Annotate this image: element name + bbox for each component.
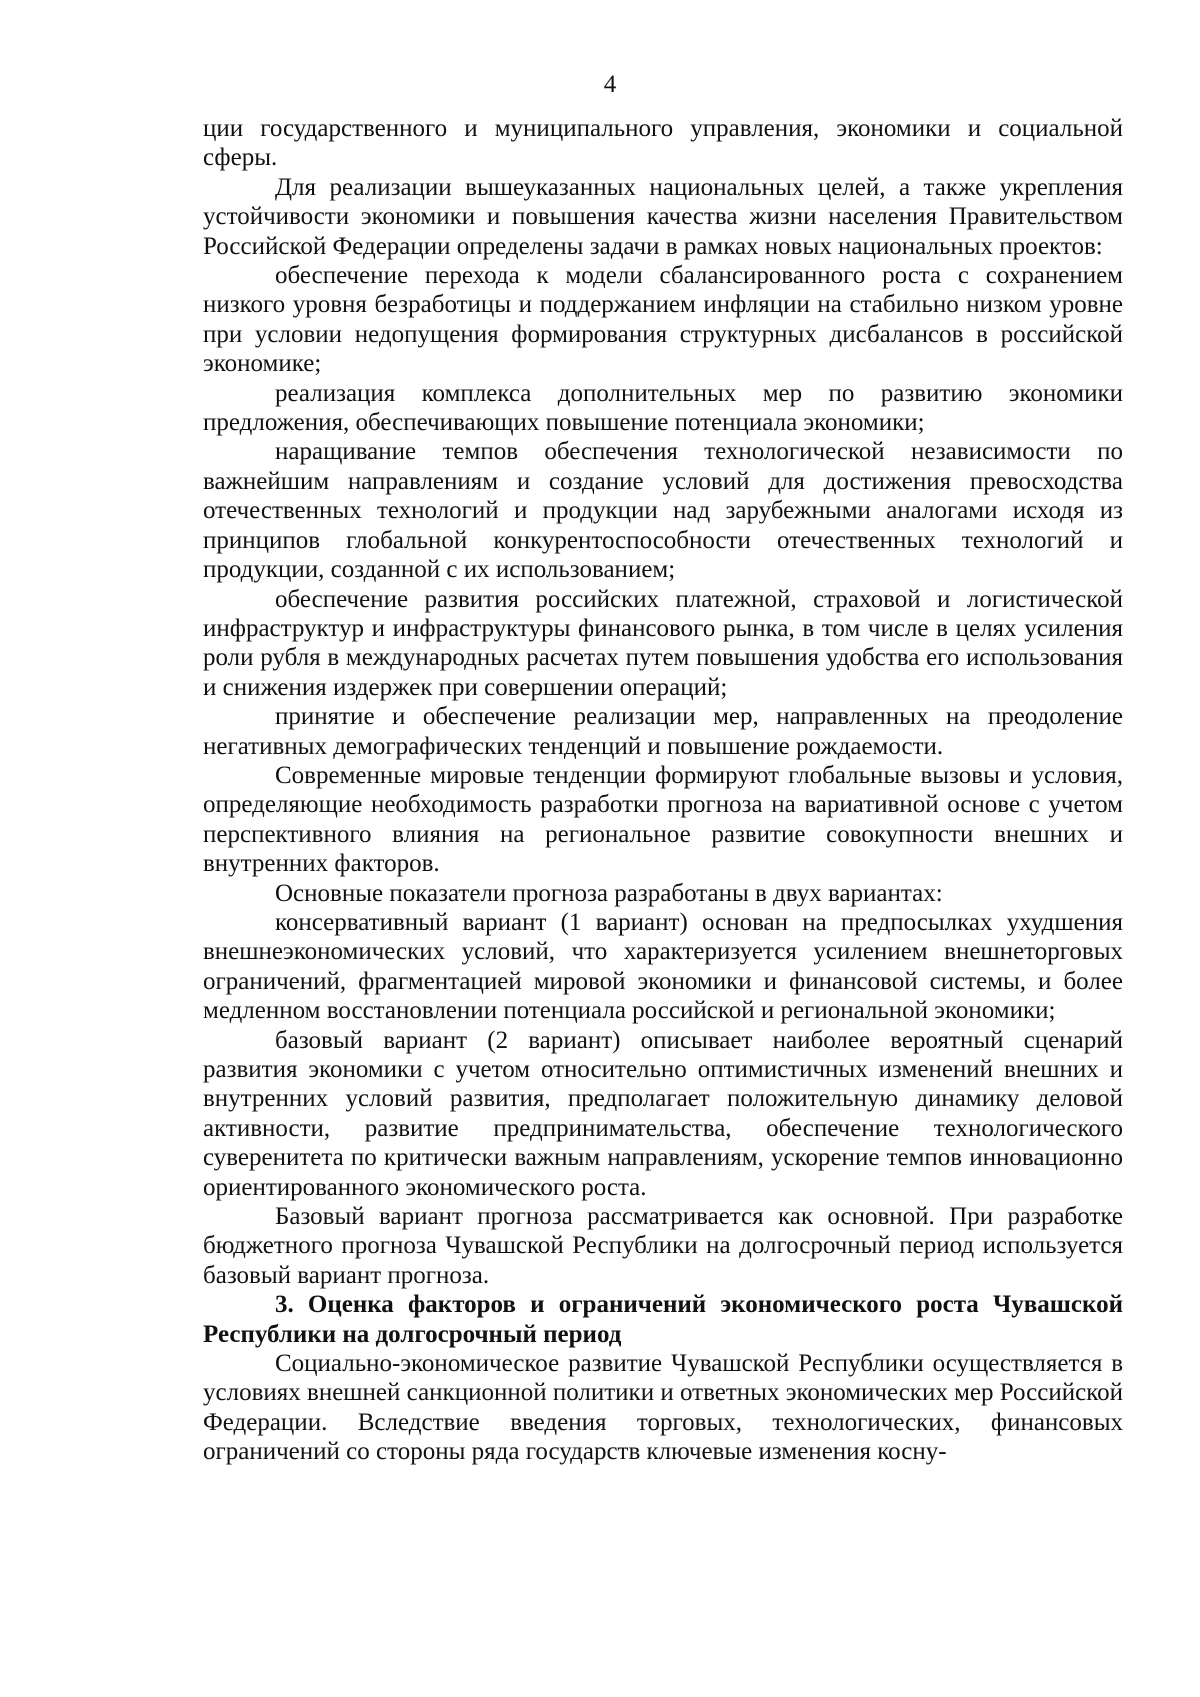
list-item-demography: принятие и обеспечение реализации мер, направленных на преодоление негативных демографических тенденций и повышение рождаемости.	[203, 703, 1123, 760]
list-item-conservative-variant: консервативный вариант (1 вариант) основан на предпосылках ухудшения внешнеэкономических условий, что характеризуется усилением внешнеторговых ограничений, фрагментацией мировой экономики и финансовой системы, и более медленном восстановлении потенциала российской и региональной экономики;	[203, 908, 1123, 1025]
list-item-base-variant: базовый вариант (2 вариант) описывает наиболее вероятный сценарий развития экономики с учетом относительно оптимистичных изменений внешних и внутренних условий развития, предполагает положительную динамику деловой активности, развитие предпринимательства, обеспечение технологического суверенитета по критически важным направлениям, ускорение темпов инновационно ориентированного экономического роста.	[203, 1026, 1123, 1201]
list-item-balanced-growth: обеспечение перехода к модели сбалансированного роста с сохранением низкого уровня безработицы и поддержанием инфляции на стабильно низком уровне при условии недопущения формирования структурных дисбалансов в российской экономике;	[203, 262, 1123, 378]
section-heading: 3. Оценка факторов и ограничений экономического роста Чувашской Республики на долгосрочный период	[203, 1291, 1123, 1348]
list-item-payment-infrastructure: обеспечение развития российских платежной, страховой и логистической инфраструктур и инфраструктуры финансового рынка, в том числе в целях усиления роли рубля в международных расчетах путем повышения удобства его использования и снижения издержек при совершении операций;	[203, 585, 1123, 701]
list-item-tech-independence: наращивание темпов обеспечения технологической независимости по важнейшим направлениям и создание условий для достижения превосходства отечественных технологий и продукции над зарубежными аналогами исходя из принципов глобальной конкурентоспособности отечественных технологий и продукции, созданной с их использованием;	[203, 438, 1123, 584]
list-item-supply-economy: реализация комплекса дополнительных мер по развитию экономики предложения, обеспечивающих повышение потенциала экономики;	[203, 379, 1123, 437]
paragraph-socio-economic-development: Социально-экономическое развитие Чувашской Республики осуществляется в условиях внешней санкционной политики и ответных экономических мер Российской Федерации. Вследствие введения торговых, технологических, финансовых ограничений со стороны ряда государств ключевые изменения косну-	[203, 1350, 1123, 1466]
page-number: 4	[603, 71, 617, 98]
paragraph-two-variants: Основные показатели прогноза разработаны в двух вариантах:	[275, 879, 943, 907]
paragraph-national-goals: Для реализации вышеуказанных национальных целей, а также укрепления устойчивости экономики и повышения качества жизни населения Правительством Российской Федерации определены задачи в рамках новых национальных проектов:	[203, 173, 1123, 260]
paragraph-global-trends: Современные мировые тенденции формируют глобальные вызовы и условия, определяющие необходимость разработки прогноза на вариативной основе с учетом перспективного влияния на региональное развитие совокупности внешних и внутренних факторов.	[203, 761, 1123, 878]
paragraph-continuation: ции государственного и муниципального управления, экономики и социальной сферы.	[203, 115, 1123, 172]
paragraph-base-variant-main: Базовый вариант прогноза рассматривается как основной. При разработке бюджетного прогноза Чувашской Республики на долгосрочный период используется базовый вариант прогноза.	[203, 1203, 1123, 1289]
document-body	[203, 114, 1123, 1467]
